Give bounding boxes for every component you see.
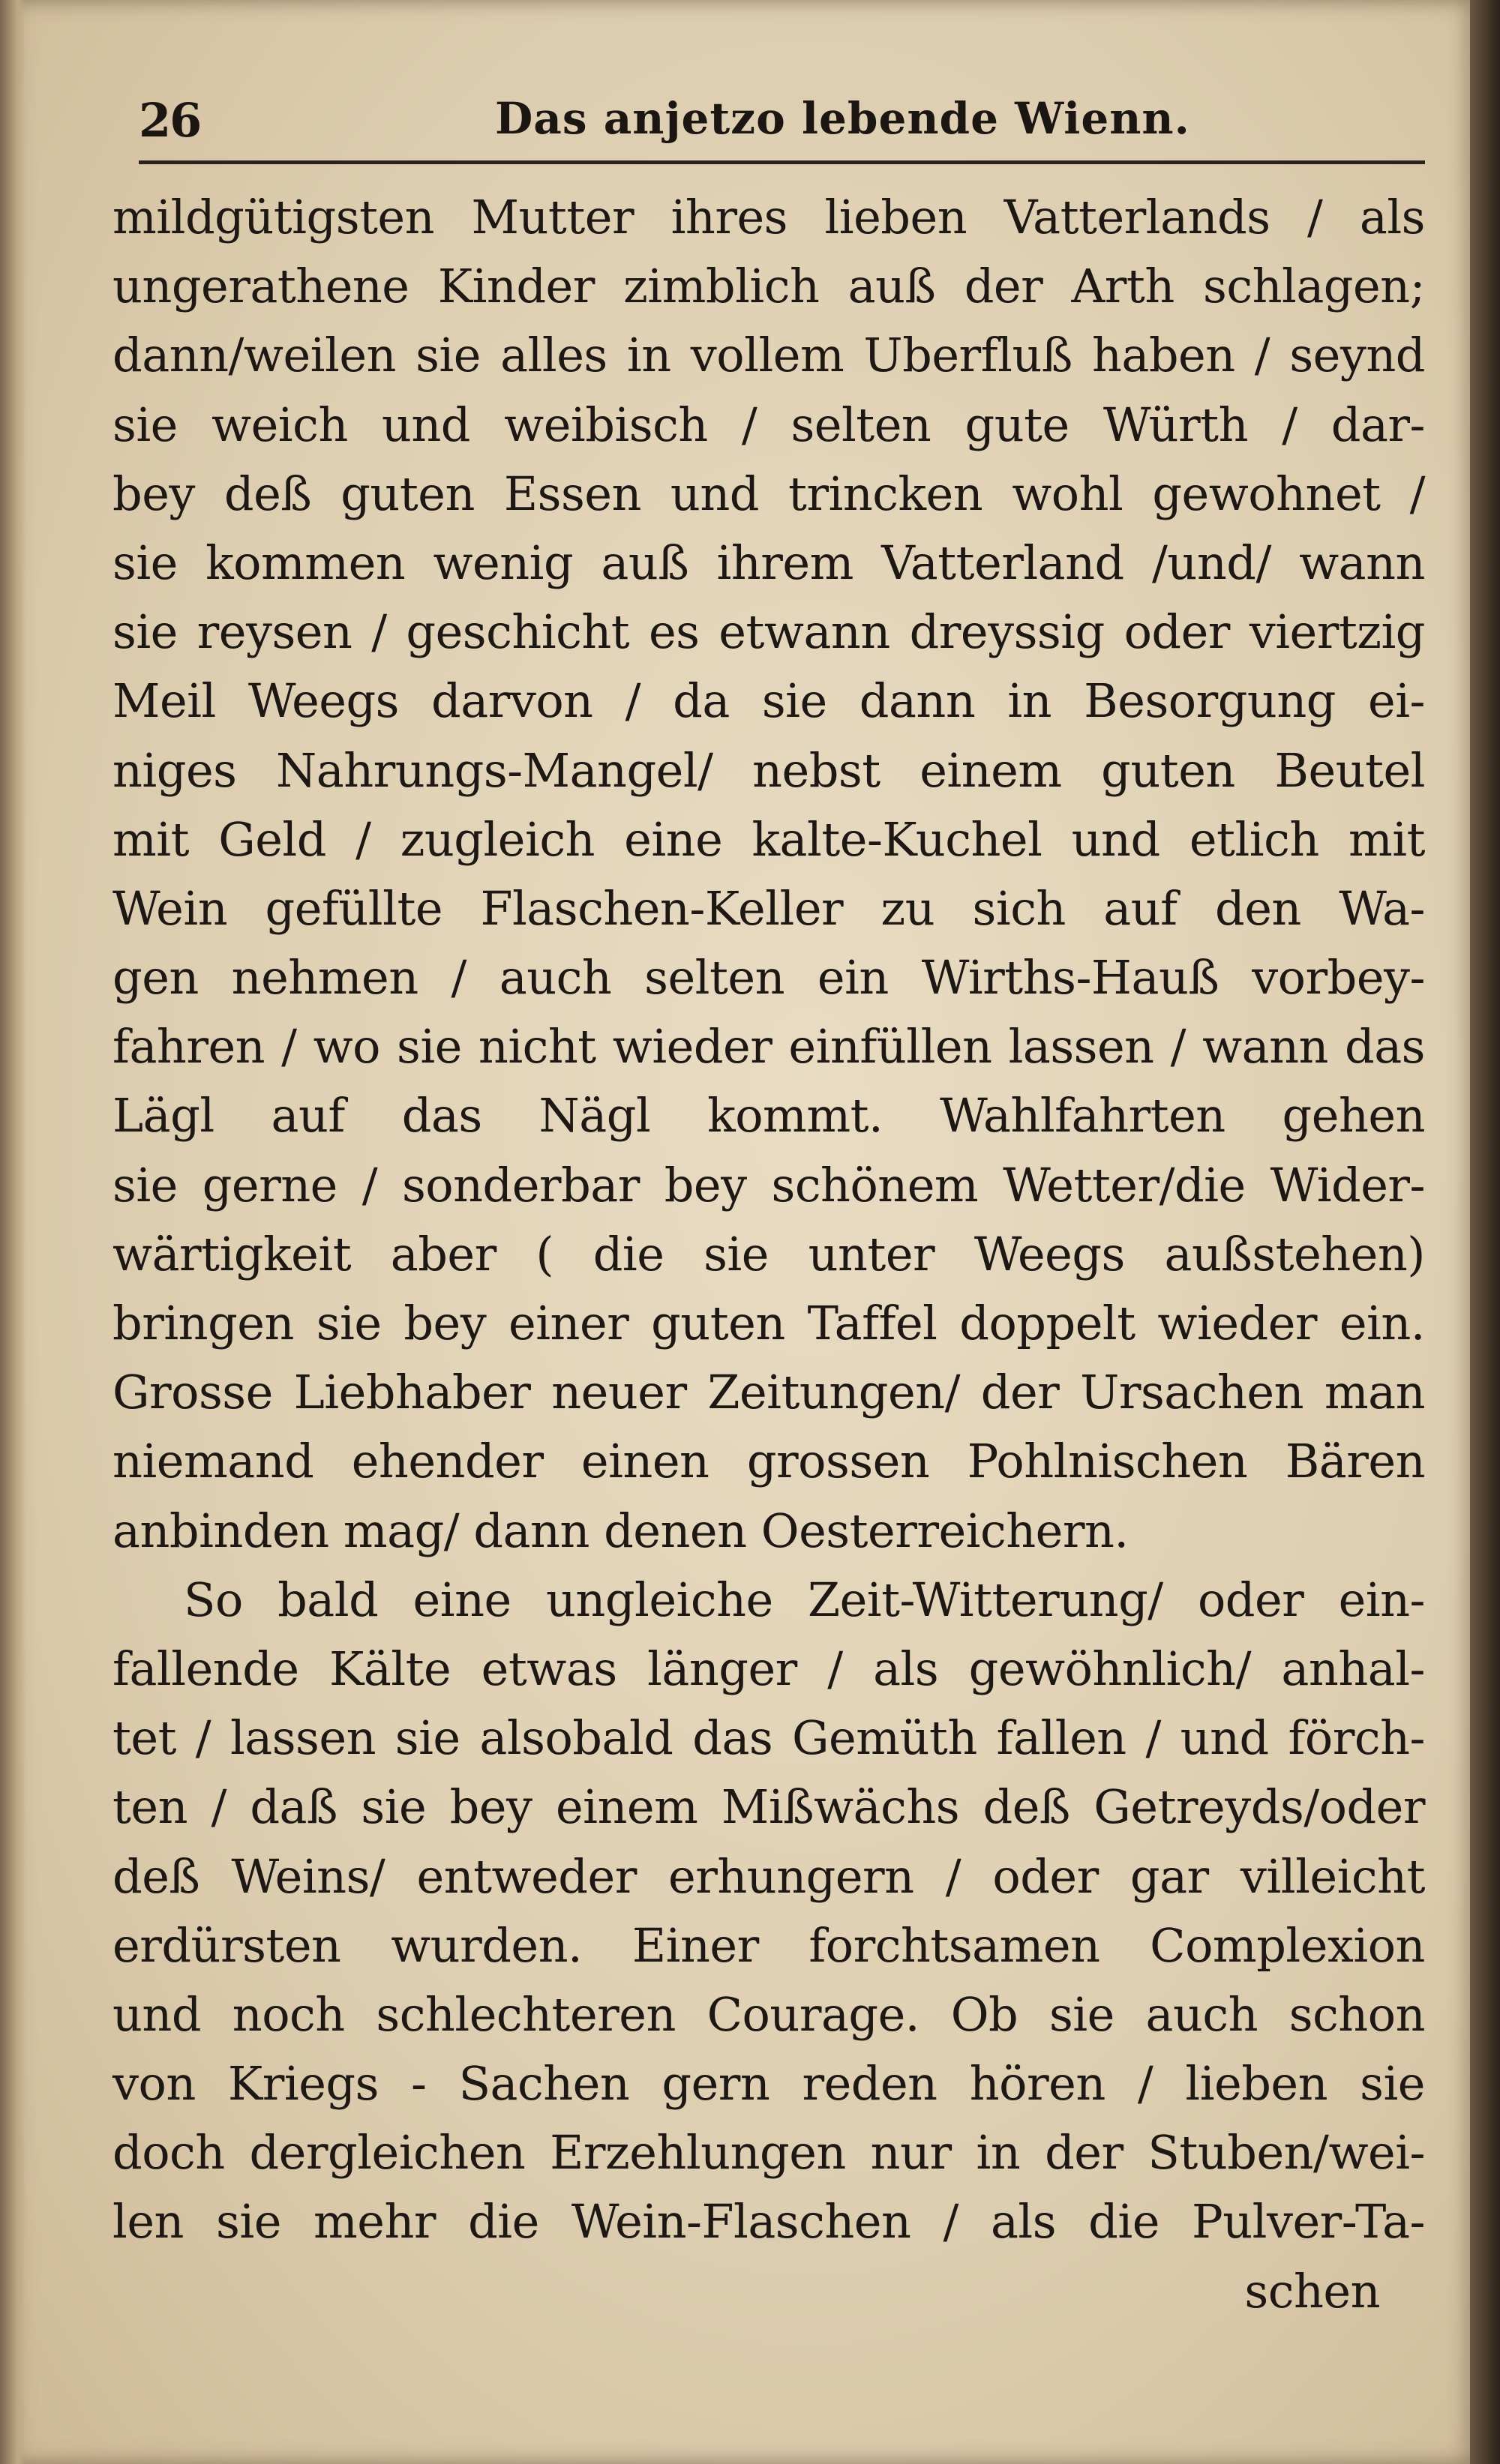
text-line: bringen sie bey einer guten Taffel doppelt wieder ein.	[112, 1296, 1425, 1350]
book-edge	[1470, 0, 1500, 2464]
page-gutter	[0, 0, 26, 2464]
text-line: doch dergleichen Erzehlungen nur in der Stuben/wei-	[112, 2125, 1425, 2181]
text-line: anbinden mag/ dann denen Oesterreichern.	[112, 1503, 1129, 1558]
text-line: wärtigkeit aber ( die sie unter Weegs außstehen)	[112, 1226, 1425, 1281]
text-line: Meil Weegs darvon / da sie dann in Besorgung ei-	[112, 673, 1425, 729]
text-line: ungerathene Kinder zimblich auß der Arth schlagen;	[112, 259, 1425, 314]
text-line: niemand ehender einen grossen Pohlnischen Bären	[112, 1434, 1425, 1489]
text-line: So bald eine ungleiche Zeit-Witterung/ oder ein-	[184, 1572, 1425, 1627]
header-rule	[139, 160, 1425, 164]
running-head: Das anjetzo lebende Wienn.	[495, 93, 1190, 144]
text-line: ten / daß sie bey einem Mißwächs deß Getreyds/oder	[112, 1779, 1425, 1835]
text-line: tet / lassen sie alsobald das Gemüth fallen / und förch-	[112, 1710, 1425, 1766]
text-line: niges Nahrungs-Mangel/ nebst einem guten Beutel	[112, 742, 1425, 798]
body-text	[112, 183, 1425, 2326]
page-header	[139, 82, 1414, 165]
text-line: mildgütigsten Mutter ihres lieben Vatterlands / als	[112, 190, 1425, 244]
text-line: Grosse Liebhaber neuer Zeitungen/ der Ursachen man	[112, 1365, 1425, 1420]
text-line: Lägl auf das Nägl kommt. Wahlfahrten gehen	[112, 1088, 1425, 1144]
text-line: dann/weilen sie alles in vollem Uberfluß haben / seynd	[112, 328, 1425, 383]
text-line: gen nehmen / auch selten ein Wirths-Hauß vorbey-	[112, 950, 1425, 1006]
text-line: bey deß guten Essen und trincken wohl gewohnet /	[112, 466, 1425, 521]
text-line: fahren / wo sie nicht wieder einfüllen lassen / wann das	[112, 1019, 1425, 1075]
text-line: deß Weins/ entweder erhungern / oder gar villeicht	[112, 1848, 1425, 1904]
text-line: len sie mehr die Wein-Flaschen / als die Pulver-Ta-	[112, 2194, 1425, 2250]
text-line: sie gerne / sonderbar bey schönem Wetter/die Wider-	[112, 1157, 1425, 1213]
page-number: 26	[139, 93, 201, 148]
catchword: schen	[1244, 2263, 1380, 2319]
text-line: erdürsten wurden. Einer forchtsamen Complexion	[112, 1917, 1425, 1973]
text-line: sie reysen / geschicht es etwann dreyssig oder viertzig	[112, 604, 1425, 660]
text-line: Wein gefüllte Flaschen-Keller zu sich auf den Wa-	[112, 880, 1425, 936]
text-line: sie weich und weibisch / selten gute Würth / dar-	[112, 397, 1425, 452]
text-line: von Kriegs - Sachen gern reden hören / lieben sie	[112, 2056, 1425, 2112]
text-line: und noch schlechteren Courage. Ob sie auch schon	[112, 1986, 1425, 2042]
text-line: fallende Kälte etwas länger / als gewöhnlich/ anhal-	[112, 1641, 1425, 1696]
text-line: sie kommen wenig auß ihrem Vatterland /und/ wann	[112, 535, 1425, 590]
text-line: mit Geld / zugleich eine kalte-Kuchel und etlich mit	[112, 811, 1425, 867]
